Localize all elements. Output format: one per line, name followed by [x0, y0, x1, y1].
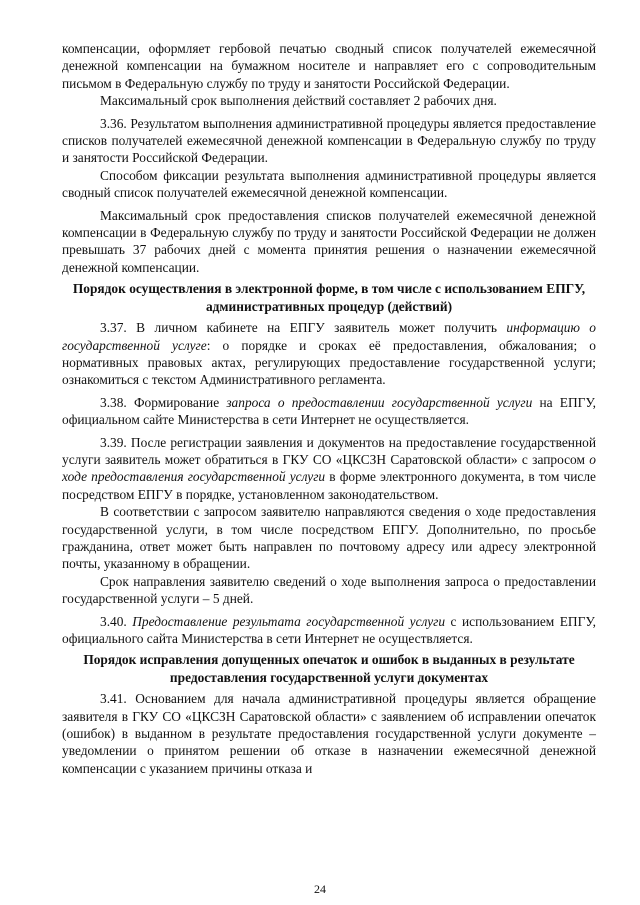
text-run: в форме электронного документа, в том числе посредством ЕПГУ в порядке, установленном законодательством. [62, 469, 596, 502]
paragraph: Способом фиксации результата выполнения административной процедуры является сводный список получателей ежемесячной денежной компенсации. [62, 167, 596, 201]
paragraph [62, 434, 596, 504]
text-run: 3.38. Формирование [100, 394, 227, 410]
paragraph: Максимальный срок выполнения действий составляет 2 рабочих дня. [100, 93, 497, 109]
text-run: на ЕПГУ, официальном сайте Министерства в сети Интернет не осуществляется. [62, 394, 596, 428]
document-page [62, 40, 596, 777]
text-run: 3.40. [100, 613, 133, 629]
text-run: 3.37. В личном кабинете на ЕПГУ заявитель может получить [100, 320, 507, 336]
paragraph: Срок направления заявителю сведений о ходе выполнения запроса о предоставлении государственной услуги – 5 дней. [62, 573, 596, 607]
text-run: с использованием ЕПГУ, официального сайта Министерства в сети Интернет не осуществляется. [62, 613, 596, 646]
page-number: 24 [314, 882, 326, 896]
paragraph: 3.36. Результатом выполнения административной процедуры является предоставление списков получателей ежемесячной денежной компенсации в Федеральную службу по труду и занятости Российской Федерации. [62, 115, 596, 166]
paragraph: 3.41. Основанием для начала административной процедуры является обращение заявителя в ГКУ СО «ЦКСЗН Саратовской области» с заявлением об исправлении опечаток (ошибок) в выданном в результате предоставления государственной услуги документе – уведомлении о принятом решении об отказе в назначении ежемесячной денежной компенсации с указанием причины отказа и [62, 691, 596, 776]
paragraph: В соответствии с запросом заявителю направляются сведения о ходе предоставления государственной услуги, в том числе посредством ЕПГУ. Дополнительно, по просьбе гражданина, ответ может быть направлен по почтовому адресу или адресу электронной почты, указанному в обращении. [62, 504, 596, 572]
paragraph: компенсации, оформляет гербовой печатью сводный список получателей ежемесячной денежной компенсации на бумажном носителе и направляет его с сопроводительным письмом в Федеральную службу по труду и занятости Российской Федерации. [62, 41, 596, 91]
italic-text: Предоставление результата государственной услуги [132, 613, 446, 629]
text-run: 3.39. После регистрации заявления и документов на предоставление государственной услуги заявитель может обратиться в ГКУ СО «ЦКСЗН Саратовской области» с запросом [62, 434, 596, 467]
paragraph [62, 319, 596, 389]
section-heading: Порядок осуществления в электронной форме, в том числе с использованием ЕПГУ, административных процедур (действий) [72, 281, 586, 314]
italic-text: запроса о предоставлении государственной услуги [226, 394, 533, 410]
paragraph: Максимальный срок предоставления списков получателей ежемесячной денежной компенсации в Федеральную службу по труду и занятости Российской Федерации не должен превышать 37 рабочих дней с момента принятия решения о назначении ежемесячной денежной компенсации. [62, 207, 596, 275]
paragraph [62, 613, 596, 648]
paragraph [62, 394, 596, 429]
italic-text: информацию о государственной услуге [62, 320, 596, 353]
section-heading: Порядок исправления допущенных опечаток и ошибок в выданных в результате предоставления государственной услуги документах [83, 652, 575, 685]
text-run: : о порядке и сроках её предоставления, обжалования; о нормативных правовых актах, регулирующих предоставление государственной услуги; ознакомиться с текстом Административного регламента. [62, 337, 596, 388]
italic-text: о ходе предоставления государственной услуги [62, 451, 596, 485]
